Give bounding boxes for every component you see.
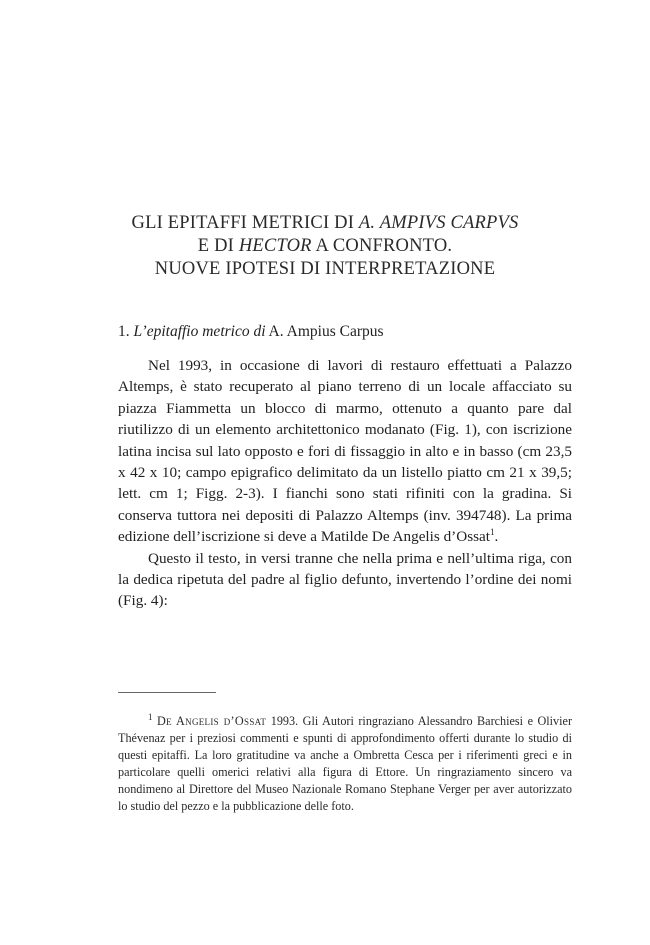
footnote-separator <box>118 692 216 693</box>
section-number: 1. <box>118 323 134 340</box>
footnote-text: 1993. Gli Autori ringraziano Alessandro Barchiesi e Olivier Thévenaz per i preziosi commenti e spunti di approfondimento offerti durante lo studio di questi epitaffi. La loro gratitudine va anche a Ombretta Cesca per i riferimenti greci e in particolare quelli omerici relativi alla figura di Ettore. Un ringraziamento sincero va nondimeno al Direttore del Museo Nazionale Romano Stephane Verger per aver autorizzato lo studio del pezzo e la pubblicazione delle foto. <box>118 714 573 813</box>
footnote-number: 1 <box>148 711 153 722</box>
title-line-2: E DI HECTOR A CONFRONTO. <box>197 236 453 256</box>
footnote <box>118 713 572 815</box>
footnote-author: De Angelis d’Ossat <box>157 714 267 728</box>
footnote-reference[interactable]: 1 <box>489 527 495 538</box>
title-line-1: GLI EPITAFFI METRICI DI A. AMPIVS CARPVS <box>131 213 519 233</box>
article-title <box>110 212 540 281</box>
title-line-3: NUOVE IPOTESI DI INTERPRETAZIONE <box>154 259 496 279</box>
title-name-hector: HECTOR <box>238 236 312 256</box>
section-italic: L’epitaffio metrico di <box>133 323 266 340</box>
body-text <box>118 355 572 612</box>
paragraph-2: Questo il testo, in versi tranne che nella prima e nell’ultima riga, con la dedica ripetuta del padre al figlio defunto, invertendo l’ordine dei nomi (Fig. 4): <box>118 549 572 610</box>
title-name-ampius: A. AMPIVS CARPVS <box>358 213 519 233</box>
section-name: A. Ampius Carpus <box>265 323 384 340</box>
footnote-1 <box>118 713 572 815</box>
section-heading <box>118 322 384 342</box>
paragraph-1: Nel 1993, in occasione di lavori di restauro effettuati a Palazzo Altemps, è stato recuperato al piano terreno di un locale affacciato su piazza Fiammetta un blocco di marmo, ottenuto a quanto pare dal riutilizzo di un elemento architettonico modanato (Fig. 1), con iscrizione latina incisa sul lato opposto e fori di fissaggio in alto e in basso (cm 23,5 x 42 x 10; campo epigrafico delimitato da un listello piatto cm 21 x 39,5; lett. cm 1; Figg. 2-3). I fianchi sono stati rifiniti con la gradina. Si conserva tuttora nei depositi di Palazzo Altemps (inv. 394748). La prima edizione dell’iscrizione si deve a Matilde De Angelis d’Ossat$^1$. <box>118 357 572 546</box>
